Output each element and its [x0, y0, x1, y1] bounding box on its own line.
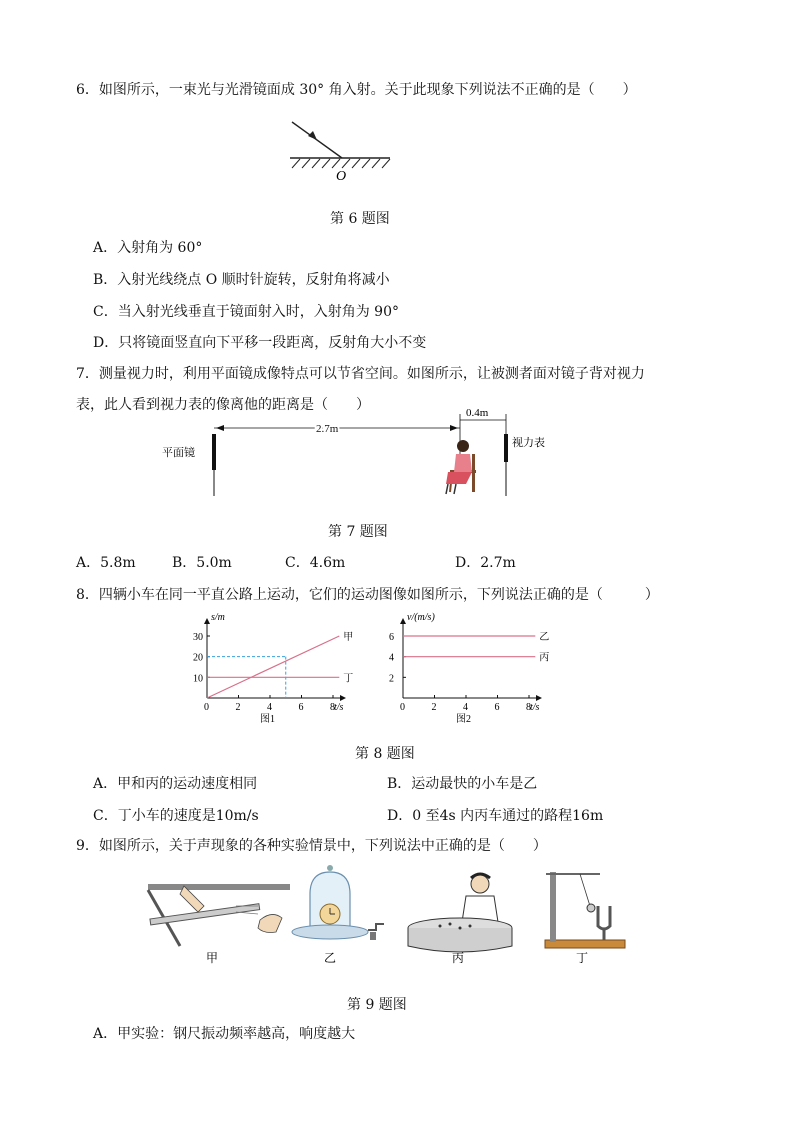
x-tick-label: 6	[494, 702, 500, 713]
y-tick-label: 4	[389, 652, 394, 664]
q7-stem-line2: 表，此人看到视力表的像离他的距离是（ ）	[76, 397, 370, 413]
q7-option-c: C．4.6m	[285, 555, 346, 571]
x-axis-label: t/s	[334, 702, 344, 713]
ruler-on-table-icon	[148, 884, 290, 946]
q6-reflection-diagram	[280, 118, 400, 188]
q8-caption: 第 8 题图	[355, 746, 415, 762]
q6-option-c: C．当入射光线垂直于镜面射入时，入射角为 90°	[93, 304, 399, 320]
y-axis-label: s/m	[211, 612, 225, 623]
q6-option-a: A．入射角为 60°	[93, 240, 203, 256]
dist-long-label: 2.7m	[316, 423, 339, 435]
x-tick-label: 0	[204, 702, 209, 713]
y-axis-label: v/(m/s)	[407, 612, 435, 623]
chart-title: 图1	[260, 714, 275, 725]
chart-label: 视力表	[512, 437, 545, 449]
y-tick-label: 10	[193, 673, 203, 685]
q7-stem-line1: 7．测量视力时，利用平面镜成像特点可以节省空间。如图所示，让被测者面对镜子背对视力	[76, 366, 645, 382]
q8-stem: 8．四辆小车在同一平直公路上运动，它们的运动图像如图所示，下列说法正确的是（ ）	[76, 587, 659, 603]
x-tick-label: 2	[235, 702, 241, 713]
chart-title: 图2	[456, 714, 471, 725]
series-line	[207, 636, 339, 698]
y-axis-arrow	[400, 618, 406, 624]
q6-caption: 第 6 题图	[330, 211, 390, 227]
label-yi: 乙	[324, 951, 337, 965]
y-tick-label: 20	[193, 652, 203, 664]
x-tick-label: 4	[267, 702, 272, 713]
series-label: 丁	[343, 673, 354, 685]
q9-caption: 第 9 题图	[347, 997, 407, 1013]
q9-experiment-illustrations	[140, 866, 640, 976]
chart-1-distance-time	[180, 612, 380, 724]
label-bing: 丙	[452, 951, 465, 965]
q8-option-b: B．运动最快的小车是乙	[387, 776, 538, 792]
q7-option-b: B．5.0m	[172, 555, 232, 571]
q8-option-c: C．丁小车的速度是10m/s	[93, 808, 259, 824]
label-jia: 甲	[206, 951, 219, 965]
bell-jar-clock-icon	[292, 865, 384, 940]
x-tick-label: 2	[431, 702, 437, 713]
point-o-label: O	[336, 169, 347, 184]
person-drum-icon	[408, 874, 512, 952]
y-tick-label: 30	[193, 632, 203, 643]
dist-short-label: 0.4m	[466, 407, 489, 419]
seated-person-icon	[446, 440, 476, 494]
x-tick-label: 8	[526, 702, 531, 713]
label-ding: 丁	[576, 951, 589, 965]
q8-option-d: D．0 至4s 内丙车通过的路程16m	[387, 808, 604, 824]
x-axis-label: t/s	[530, 702, 540, 713]
q8-option-a: A．甲和丙的运动速度相同	[93, 776, 258, 792]
pendulum-tuning-fork-icon	[545, 872, 625, 948]
q6-stem: 6．如图所示，一束光与光滑镜面成 30° 角入射。关于此现象下列说法不正确的是（ ）	[76, 82, 637, 98]
x-axis-arrow	[340, 695, 346, 701]
series-label: 丙	[539, 652, 550, 664]
series-label: 乙	[539, 632, 550, 643]
q9-option-a: A．甲实验：钢尺振动频率越高，响度越大	[93, 1026, 356, 1042]
mirror-label: 平面镜	[162, 447, 195, 459]
mirror-hatching	[290, 158, 390, 168]
y-axis-arrow	[204, 618, 210, 624]
x-tick-label: 8	[330, 702, 335, 713]
chart-2-velocity-time	[376, 612, 576, 724]
x-tick-label: 4	[463, 702, 468, 713]
y-tick-label: 2	[389, 673, 394, 685]
x-tick-label: 6	[298, 702, 304, 713]
series-label: 甲	[343, 632, 354, 643]
q9-stem: 9．如图所示，关于声现象的各种实验情景中，下列说法中正确的是（ ）	[76, 838, 547, 854]
q7-eye-test-diagram	[160, 407, 580, 502]
q7-option-a: A．5.8m	[76, 555, 136, 571]
q7-caption: 第 7 题图	[328, 524, 388, 540]
x-tick-label: 0	[400, 702, 405, 713]
q6-option-d: D．只将镜面竖直向下平移一段距离，反射角大小不变	[93, 335, 427, 351]
q6-option-b: B．入射光线绕点 O 顺时针旋转，反射角将减小	[93, 272, 390, 288]
y-tick-label: 6	[389, 632, 394, 643]
q7-option-d: D．2.7m	[455, 555, 516, 571]
ray-arrow-icon	[308, 131, 317, 140]
x-axis-arrow	[536, 695, 542, 701]
